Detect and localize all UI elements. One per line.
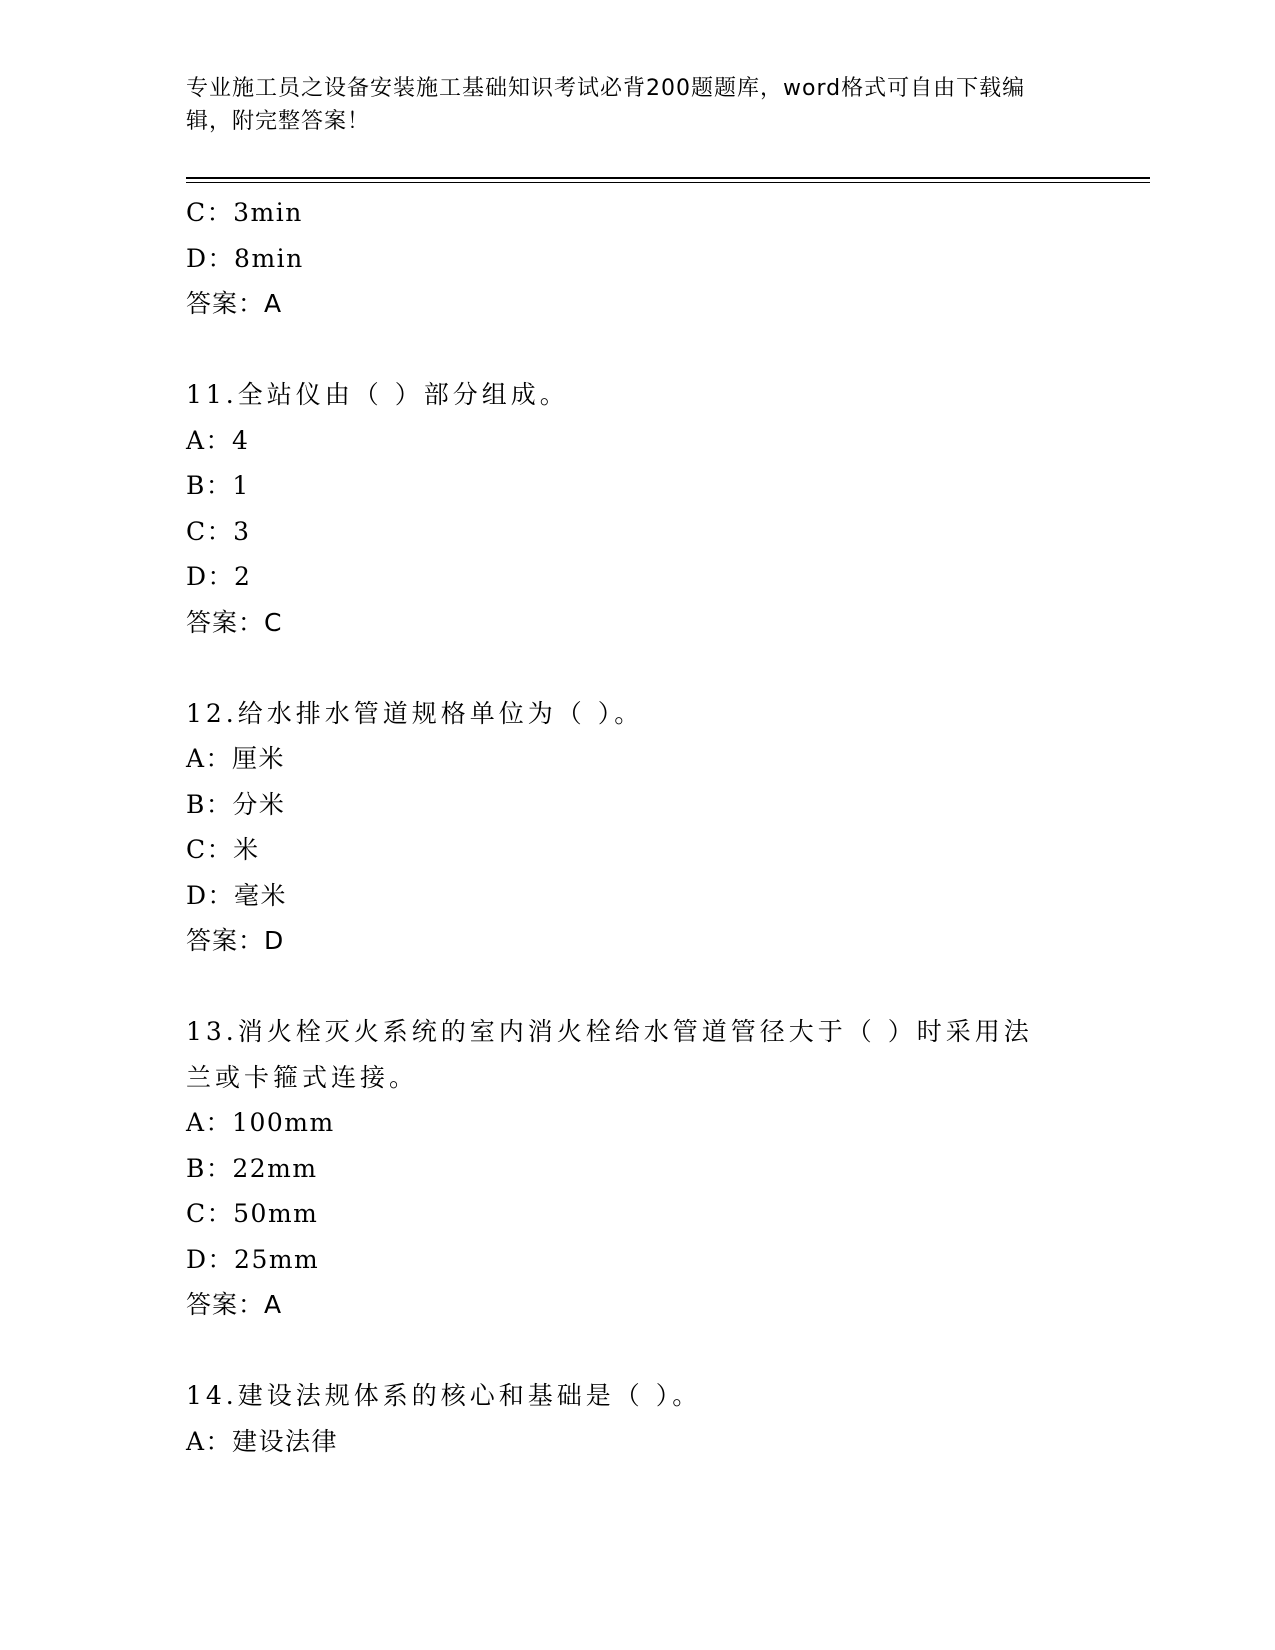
option-a: A：建设法律 (186, 1426, 339, 1456)
option-d: D：毫米 (186, 880, 288, 910)
header-divider-thin (186, 182, 1150, 183)
answer-line: 答案：D (186, 926, 285, 955)
question-block-11 (186, 372, 1086, 645)
option-b: B：22mm (186, 1153, 318, 1183)
question-block-14 (186, 1373, 1086, 1464)
answer-line: 答案：A (186, 289, 283, 318)
question-text: 14.建设法规体系的核心和基础是（ ）。 (186, 1381, 702, 1410)
option-c: C：50mm (186, 1199, 319, 1228)
question-block-12 (186, 691, 1086, 964)
header-divider-thick (186, 177, 1150, 179)
option-a: A：4 (186, 425, 250, 455)
option-c: C：米 (186, 835, 260, 864)
option-c: C：3 (186, 516, 251, 546)
question-list (186, 190, 1086, 1464)
question-block-13 (186, 1009, 1086, 1328)
option-a: A：100mm (186, 1108, 335, 1137)
question-block-10 (186, 190, 1086, 327)
option-b: B：分米 (186, 789, 286, 819)
option-a: A：厘米 (186, 744, 286, 773)
option-d: D：25mm (186, 1244, 320, 1274)
option-c: C：3min (186, 198, 303, 227)
option-d: D：8min (186, 243, 304, 273)
document-header: 专业施工员之设备安装施工基础知识考试必背200题题库，word格式可自由下载编辑，附完整答案！ (186, 76, 1026, 134)
option-b: B：1 (186, 471, 250, 500)
answer-line: 答案：C (186, 607, 283, 637)
question-text: 12.给水排水管道规格单位为（ ）。 (186, 698, 644, 728)
answer-line: 答案：A (186, 1290, 283, 1319)
question-text: 13.消火栓灭火系统的室内消火栓给水管道管径大于（ ）时采用法兰或卡箍式连接。 (186, 1017, 1033, 1092)
option-d: D：2 (186, 562, 252, 591)
question-text: 11.全站仪由（ ）部分组成。 (186, 380, 569, 409)
